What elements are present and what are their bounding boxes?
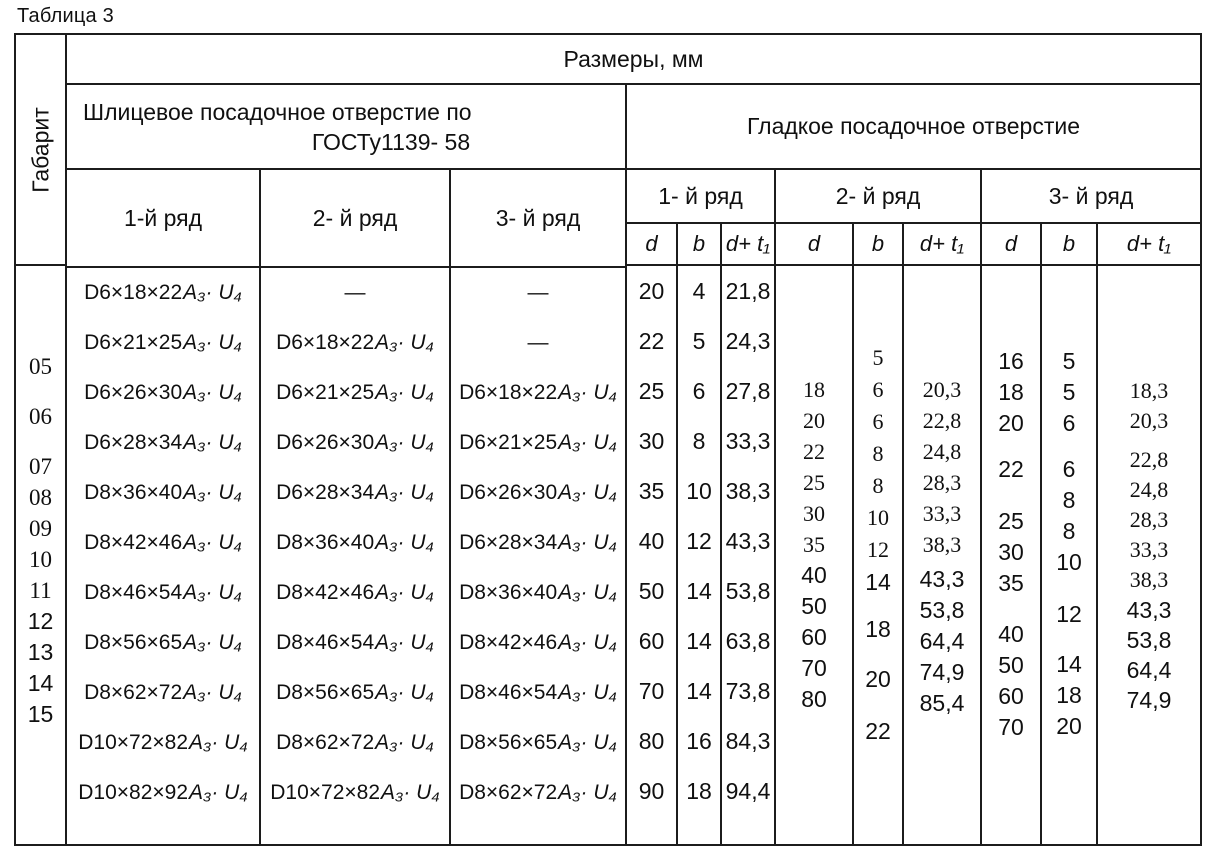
smooth-row1-header: 1- й ряд xyxy=(627,170,776,222)
spline-designation: D10×72×82 A₃· U₄ xyxy=(78,731,248,754)
value-dt: 74,9 xyxy=(919,659,965,685)
spline-designation: D6×26×30 A₃· U₄ xyxy=(84,381,242,404)
value-d: 35 xyxy=(803,532,825,557)
value-d: 30 xyxy=(638,427,665,454)
smooth-sub-headers xyxy=(627,224,1200,266)
col-header-b: b xyxy=(1042,224,1098,264)
value-d: 70 xyxy=(801,655,827,681)
spline-designation: D6×21×25 A₃· U₄ xyxy=(84,331,242,354)
value-b: 18 xyxy=(686,777,712,804)
spline-designation: D8×36×40 A₃· U₄ xyxy=(459,581,617,604)
value-dt: 43,3 xyxy=(919,566,965,592)
gabarit-value: 06 xyxy=(29,404,52,429)
value-d: 60 xyxy=(638,627,665,654)
gabarit-value: 05 xyxy=(29,354,52,379)
value-d: 18 xyxy=(803,377,825,402)
spline-designation: D8×56×65 A₃· U₄ xyxy=(84,631,242,654)
value-d: 25 xyxy=(998,508,1024,534)
value-b: 14 xyxy=(865,569,891,595)
value-b: 6 xyxy=(1062,410,1076,436)
value-b: 10 xyxy=(867,505,889,530)
col-header-dt: d+ t₁ xyxy=(1126,231,1172,256)
spline-designation: D6×26×30 A₃· U₄ xyxy=(459,481,617,504)
value-dt: 24,8 xyxy=(1129,477,1169,502)
value-d: 70 xyxy=(998,714,1024,740)
smooth-r1-d xyxy=(627,266,678,844)
value-dt: 20,3 xyxy=(1129,408,1169,433)
value-b: 14 xyxy=(686,677,712,704)
value-dt: 28,3 xyxy=(922,470,962,495)
value-d: 40 xyxy=(638,527,665,554)
value-dt: 63,8 xyxy=(725,627,771,654)
gabarit-value: 12 xyxy=(27,608,54,634)
gabarit-value: 13 xyxy=(27,639,54,665)
gabarit-value: 08 xyxy=(29,485,52,510)
splined-col1 xyxy=(67,268,261,844)
spline-designation: — xyxy=(527,331,549,354)
value-dt: 18,3 xyxy=(1129,378,1169,403)
smooth-row-headers xyxy=(627,170,1200,224)
spline-designation: D8×62×72 A₃· U₄ xyxy=(459,781,617,804)
value-b: 14 xyxy=(686,627,712,654)
value-dt: 73,8 xyxy=(725,677,771,704)
value-b: 18 xyxy=(865,616,891,642)
spline-designation: D8×46×54 A₃· U₄ xyxy=(459,681,617,704)
col-header-d: d xyxy=(776,224,854,264)
smooth-header-cell: Гладкое посадочное отверстие xyxy=(627,85,1200,170)
value-dt: 64,4 xyxy=(919,628,965,654)
value-b: 20 xyxy=(865,666,891,692)
spline-designation: D6×26×30 A₃· U₄ xyxy=(276,431,434,454)
spline-designation: D10×72×82 A₃· U₄ xyxy=(270,781,440,804)
col-header-d: d xyxy=(982,224,1042,264)
value-dt: 43,3 xyxy=(1126,597,1172,623)
value-d: 30 xyxy=(998,539,1024,565)
value-dt: 38,3 xyxy=(1129,567,1169,592)
value-b: 5 xyxy=(1062,348,1076,374)
spline-designation: D6×21×25 A₃· U₄ xyxy=(459,431,617,454)
value-d: 35 xyxy=(638,477,665,504)
smooth-r1-dt xyxy=(722,266,776,844)
value-b: 6 xyxy=(872,377,884,402)
spline-designation: D8×62×72 A₃· U₄ xyxy=(276,731,434,754)
spline-designation: D8×46×54 A₃· U₄ xyxy=(84,581,242,604)
value-dt: 33,3 xyxy=(922,501,962,526)
gabarit-value: 15 xyxy=(27,701,54,727)
value-d: 40 xyxy=(998,621,1024,647)
value-b: 5 xyxy=(872,345,884,370)
splined-header-cell xyxy=(67,85,625,170)
value-b: 8 xyxy=(872,473,884,498)
smooth-r3-b xyxy=(1042,266,1098,844)
value-b: 8 xyxy=(1062,487,1076,513)
spline-designation: D6×21×25 A₃· U₄ xyxy=(276,381,434,404)
smooth-data xyxy=(627,266,1200,844)
table-caption: Таблица 3 xyxy=(17,5,114,27)
col-header-dt: d+ t₁ xyxy=(722,224,776,264)
splined-data xyxy=(67,268,625,844)
spline-designation: D6×28×34 A₃· U₄ xyxy=(276,481,434,504)
value-b: 14 xyxy=(1056,651,1082,677)
gabarit-value: 14 xyxy=(27,670,54,696)
value-dt: 33,3 xyxy=(1129,537,1169,562)
spline-designation: — xyxy=(527,281,549,304)
value-b: 12 xyxy=(1056,601,1082,627)
col-header-d: d xyxy=(627,224,678,264)
spline-designation: D8×42×46 A₃· U₄ xyxy=(84,531,242,554)
size-header-cell: Размеры, мм xyxy=(67,35,1200,85)
splined-row2-header: 2- й ряд xyxy=(261,170,451,266)
value-b: 22 xyxy=(865,718,891,744)
smooth-r2-d xyxy=(776,266,854,844)
value-b: 8 xyxy=(692,427,706,454)
value-b: 8 xyxy=(872,441,884,466)
value-b: 8 xyxy=(1062,518,1076,544)
gabarit-header-label: Габарит xyxy=(27,106,53,193)
value-b: 10 xyxy=(686,477,712,504)
value-b: 12 xyxy=(867,537,889,562)
spline-designation: D6×18×22 A₃· U₄ xyxy=(84,281,242,304)
splined-section xyxy=(67,85,627,844)
gabarit-column xyxy=(16,35,67,844)
spline-designation: D8×42×46 A₃· U₄ xyxy=(276,581,434,604)
value-b: 18 xyxy=(1056,682,1082,708)
value-dt: 74,9 xyxy=(1126,687,1172,713)
spline-designation: D8×46×54 A₃· U₄ xyxy=(276,631,434,654)
smooth-row3-header: 3- й ряд xyxy=(1048,182,1134,209)
value-dt: 53,8 xyxy=(1126,627,1172,653)
value-dt: 20,3 xyxy=(922,377,962,402)
value-d: 30 xyxy=(803,501,825,526)
col-header-dt: d+ t₁ xyxy=(904,224,982,264)
spline-designation: D8×56×65 A₃· U₄ xyxy=(459,731,617,754)
value-dt: 38,3 xyxy=(922,532,962,557)
splined-col2 xyxy=(261,268,451,844)
value-dt: 22,8 xyxy=(1129,447,1169,472)
smooth-row2-header: 2- й ряд xyxy=(776,170,982,222)
spline-designation: D6×28×34 A₃· U₄ xyxy=(459,531,617,554)
smooth-section xyxy=(627,85,1200,844)
value-d: 60 xyxy=(801,624,827,650)
value-dt: 33,3 xyxy=(725,427,771,454)
splined-header-line2: ГОСТу1139- 58 xyxy=(311,128,471,155)
gabarit-value: 07 xyxy=(29,454,52,479)
gabarit-value: 11 xyxy=(29,578,52,603)
value-dt: 38,3 xyxy=(725,477,771,504)
gabarit-value: 09 xyxy=(29,516,52,541)
gabarit-value: 10 xyxy=(29,547,52,572)
value-dt: 53,8 xyxy=(725,577,771,604)
value-dt: 53,8 xyxy=(919,597,965,623)
value-d: 20 xyxy=(998,410,1024,436)
value-b: 10 xyxy=(1056,549,1082,575)
value-d: 18 xyxy=(998,379,1024,405)
value-dt: 24,3 xyxy=(725,327,771,354)
value-d: 50 xyxy=(801,593,827,619)
value-d: 16 xyxy=(998,348,1024,374)
value-b: 6 xyxy=(1062,456,1076,482)
value-dt: 94,4 xyxy=(725,777,771,804)
value-d: 22 xyxy=(803,439,825,464)
splined-header-line1: Шлицевое посадочное отверстие по xyxy=(83,98,472,125)
value-b: 14 xyxy=(686,577,712,604)
value-dt: 22,8 xyxy=(922,408,962,433)
spline-designation: D8×62×72 A₃· U₄ xyxy=(84,681,242,704)
splined-row1-header: 1-й ряд xyxy=(67,170,261,266)
value-d: 40 xyxy=(801,562,827,588)
value-b: 5 xyxy=(692,327,706,354)
value-b: 6 xyxy=(872,409,884,434)
spline-designation: D6×18×22 A₃· U₄ xyxy=(276,331,434,354)
splined-col3 xyxy=(451,268,625,844)
spline-designation: D6×18×22 A₃· U₄ xyxy=(459,381,617,404)
spline-designation: D8×56×65 A₃· U₄ xyxy=(276,681,434,704)
value-d: 25 xyxy=(638,377,665,404)
value-d: 50 xyxy=(998,652,1024,678)
col-header-b: b xyxy=(678,224,722,264)
value-dt: 43,3 xyxy=(725,527,771,554)
col-header-b: b xyxy=(854,224,904,264)
value-d: 80 xyxy=(638,727,665,754)
splined-row3-header: 3- й ряд xyxy=(495,204,581,231)
value-dt: 21,8 xyxy=(725,277,771,304)
spline-designation: — xyxy=(344,281,366,304)
value-dt: 28,3 xyxy=(1129,507,1169,532)
value-d: 90 xyxy=(638,777,665,804)
gabarit-values xyxy=(16,266,65,844)
value-d: 25 xyxy=(803,470,825,495)
spline-designation: D8×42×46 A₃· U₄ xyxy=(459,631,617,654)
value-dt: 24,8 xyxy=(922,439,962,464)
spline-designation: D6×28×34 A₃· U₄ xyxy=(84,431,242,454)
gabarit-header-cell xyxy=(16,35,65,266)
value-d: 70 xyxy=(638,677,665,704)
dimensions-table xyxy=(14,33,1202,846)
value-d: 20 xyxy=(638,277,665,304)
value-dt: 27,8 xyxy=(725,377,771,404)
splined-row-headers xyxy=(67,170,625,268)
smooth-r1-b xyxy=(678,266,722,844)
value-d: 35 xyxy=(998,570,1024,596)
value-d: 20 xyxy=(803,408,825,433)
spline-designation: D8×36×40 A₃· U₄ xyxy=(84,481,242,504)
value-d: 60 xyxy=(998,683,1024,709)
value-b: 20 xyxy=(1056,713,1082,739)
value-d: 50 xyxy=(638,577,665,604)
value-dt: 85,4 xyxy=(919,690,965,716)
smooth-r2-dt xyxy=(904,266,982,844)
smooth-r2-b xyxy=(854,266,904,844)
smooth-r3-d xyxy=(982,266,1042,844)
spline-designation: D8×36×40 A₃· U₄ xyxy=(276,531,434,554)
value-dt: 64,4 xyxy=(1126,657,1172,683)
spline-designation: D10×82×92 A₃· U₄ xyxy=(78,781,248,804)
value-d: 22 xyxy=(638,327,665,354)
value-d: 22 xyxy=(998,456,1024,482)
value-b: 5 xyxy=(1062,379,1076,405)
value-b: 16 xyxy=(686,727,712,754)
value-d: 80 xyxy=(801,686,827,712)
value-b: 12 xyxy=(686,527,712,554)
smooth-r3-dt xyxy=(1098,266,1200,844)
value-b: 6 xyxy=(692,377,706,404)
value-b: 4 xyxy=(692,277,706,304)
value-dt: 84,3 xyxy=(725,727,771,754)
